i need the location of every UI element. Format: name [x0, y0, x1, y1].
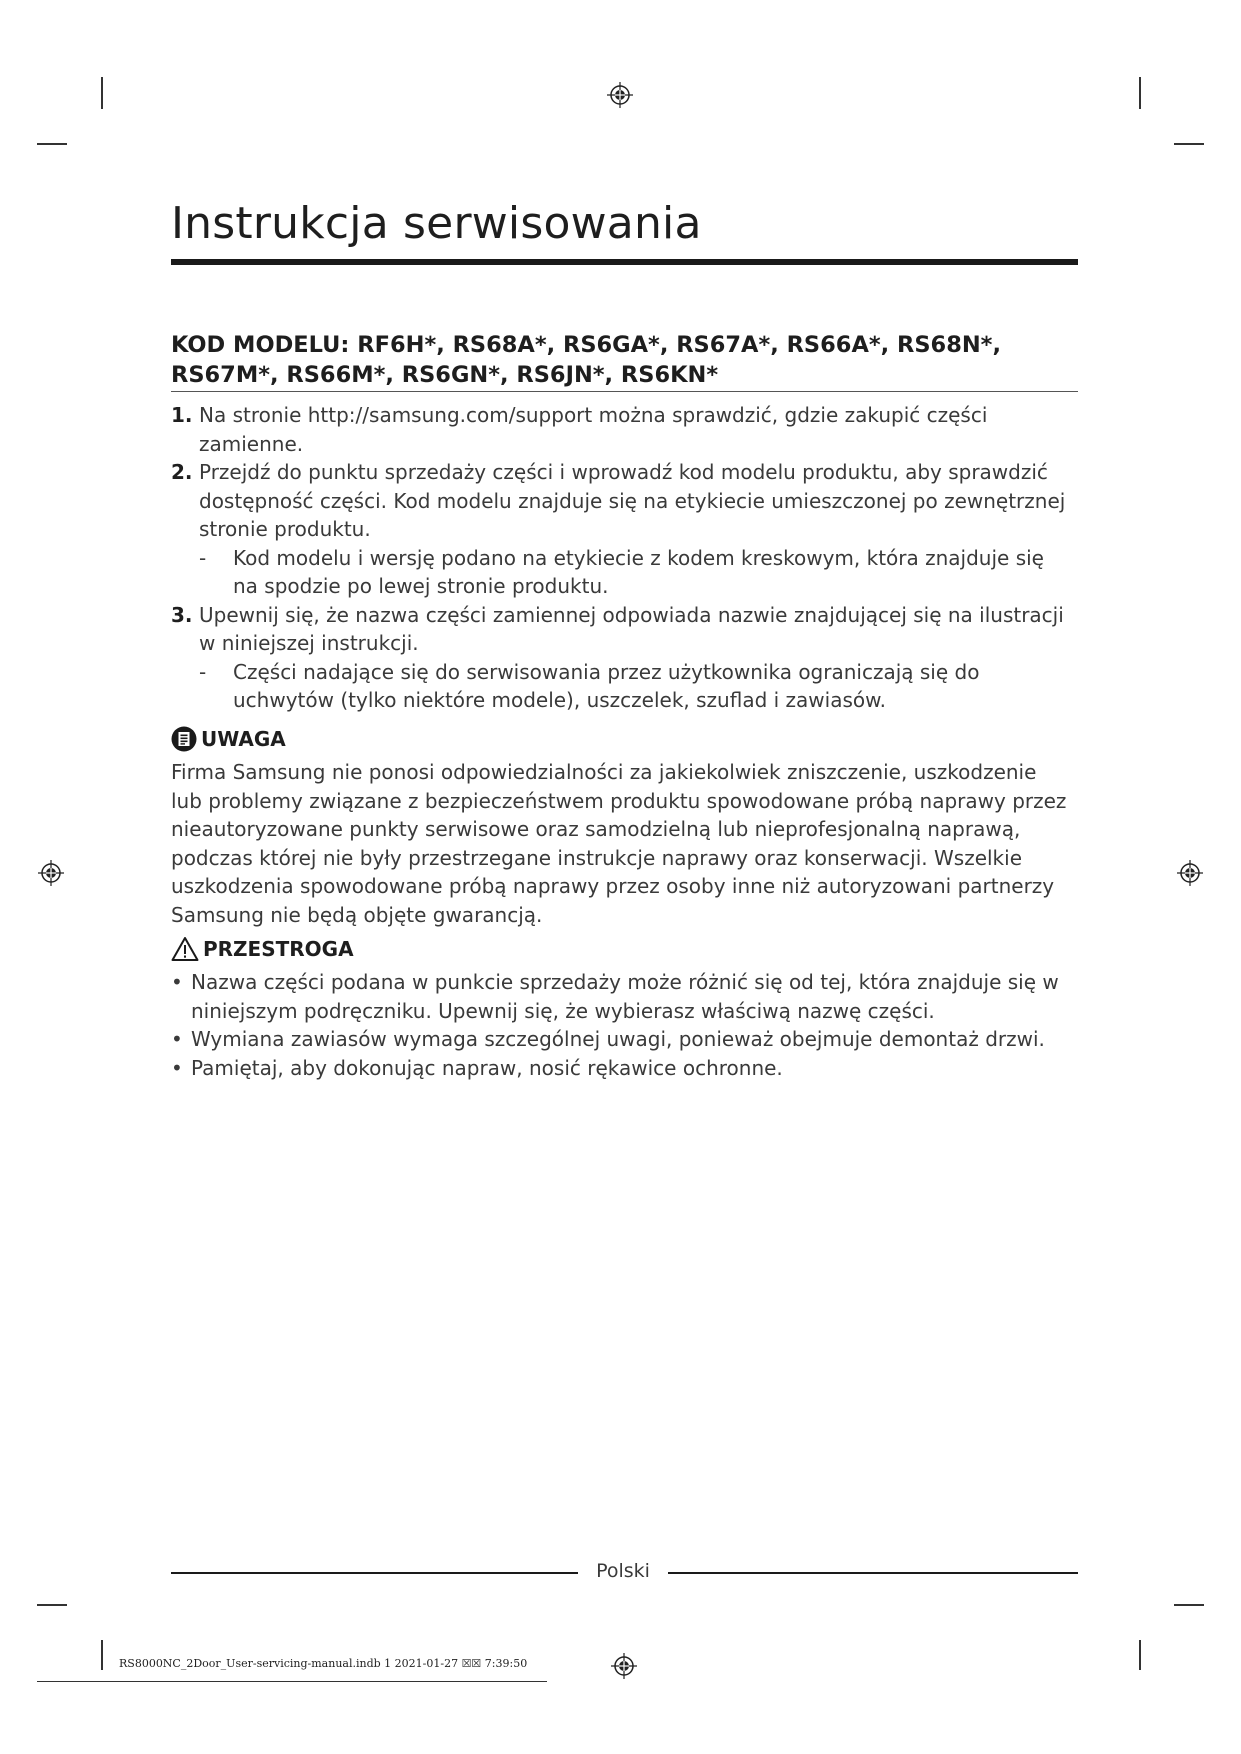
step-sub-item [199, 544, 1071, 601]
crop-mark-bottom-left [101, 1640, 103, 1670]
footer-rule-left [171, 1572, 578, 1574]
registration-mark-icon [607, 82, 633, 108]
caution-list [171, 968, 1071, 1082]
caution-item [171, 1025, 1071, 1054]
step-text: Na stronie http://samsung.com/support można sprawdzić, gdzie zakupić części zamienne. [199, 403, 988, 456]
step-text: Upewnij się, że nazwa części zamiennej odpowiada nazwie znajdującej się na ilustracji w niniejszej instrukcji. [199, 602, 1064, 655]
sub-item-dash: - [199, 659, 207, 684]
crop-mark-top-right-h [1174, 143, 1204, 145]
caution-heading [171, 935, 354, 963]
step-item-2 [171, 458, 1071, 601]
step-sub-text: Kod modelu i wersję podano na etykiecie z kodem kreskowym, która znajduje się na spodzie po lewej stronie produktu. [233, 545, 1044, 598]
sub-item-dash: - [199, 545, 207, 570]
caution-item [171, 1054, 1071, 1083]
page-title: Instrukcja serwisowania [171, 198, 702, 249]
crop-mark-top-left-h [37, 143, 67, 145]
model-code-heading: KOD MODELU: RF6H*, RS68A*, RS6GA*, RS67A*, RS66A*, RS68N*, RS67M*, RS66M*, RS6GN*, RS6JN*, RS6KN* [171, 332, 1001, 388]
step-item-1 [171, 401, 1071, 458]
registration-mark-icon [1177, 860, 1203, 886]
step-sub-text: Części nadające się do serwisowania przez użytkownika ograniczają się do uchwytów (tylko niektóre modele), uszczelek, szuflad i zawiasów. [233, 659, 980, 712]
caution-item-text: Nazwa części podana w punkcie sprzedaży może różnić się od tej, która znajduje się w niniejszym podręczniku. Upewnij się, że wybierasz właściwą nazwę części. [191, 970, 1059, 1023]
step-number: 3. [171, 602, 193, 627]
title-underline [171, 259, 1078, 265]
print-slug: RS8000NC_2Door_User-servicing-manual.indb 1 2021-01-27 ☒☒ 7:39:50 [119, 1657, 528, 1670]
warning-triangle-icon [171, 936, 199, 962]
step-item-3 [171, 601, 1071, 715]
crop-mark-bottom-right [1139, 1640, 1141, 1670]
print-slug-rule [37, 1681, 547, 1682]
registration-mark-icon [611, 1653, 637, 1679]
caution-item-text: Wymiana zawiasów wymaga szczególnej uwagi, ponieważ obejmuje demontaż drzwi. [191, 1027, 1045, 1051]
crop-mark-top-right [1139, 77, 1141, 109]
crop-mark-top-left [101, 77, 103, 109]
caution-item-text: Pamiętaj, aby dokonując napraw, nosić rękawice ochronne. [191, 1055, 783, 1080]
note-heading [171, 725, 286, 753]
crop-mark-bottom-right-h [1174, 1604, 1204, 1606]
step-text: Przejdź do punktu sprzedaży części i wprowadź kod modelu produktu, aby sprawdzić dostępność części. Kod modelu znajduje się na etykiecie umieszczonej po zewnętrznej stronie produktu. [199, 460, 1066, 541]
caution-label: PRZESTROGA [203, 937, 354, 961]
bullet-dot: • [171, 1027, 183, 1051]
caution-item [171, 968, 1071, 1025]
bullet-dot: • [171, 970, 183, 994]
crop-mark-bottom-left-h [37, 1604, 67, 1606]
model-code-divider [171, 391, 1078, 392]
note-icon [171, 726, 197, 752]
bullet-dot: • [171, 1055, 183, 1080]
registration-mark-icon [38, 860, 64, 886]
service-steps-list [171, 401, 1071, 715]
footer-rule-right [668, 1572, 1078, 1574]
step-number: 1. [171, 403, 193, 427]
note-label: UWAGA [201, 727, 286, 751]
footer-language: Polski [596, 1560, 650, 1582]
step-sub-item [199, 658, 1071, 715]
note-text: Firma Samsung nie ponosi odpowiedzialności za jakiekolwiek zniszczenie, uszkodzenie lub problemy związane z bezpieczeństwem produktu spowodowane próbą naprawy przez nieautoryzowane punkty serwisowe oraz samodzielną lub nieprofesjonalną naprawą, podczas której nie były przestrzegane instrukcje naprawy oraz konserwacji. Wszelkie uszkodzenia spowodowane próbą naprawy przez osoby inne niż autoryzowani partnerzy Samsung nie będą objęte gwarancją. [171, 760, 1067, 927]
step-number: 2. [171, 460, 193, 484]
